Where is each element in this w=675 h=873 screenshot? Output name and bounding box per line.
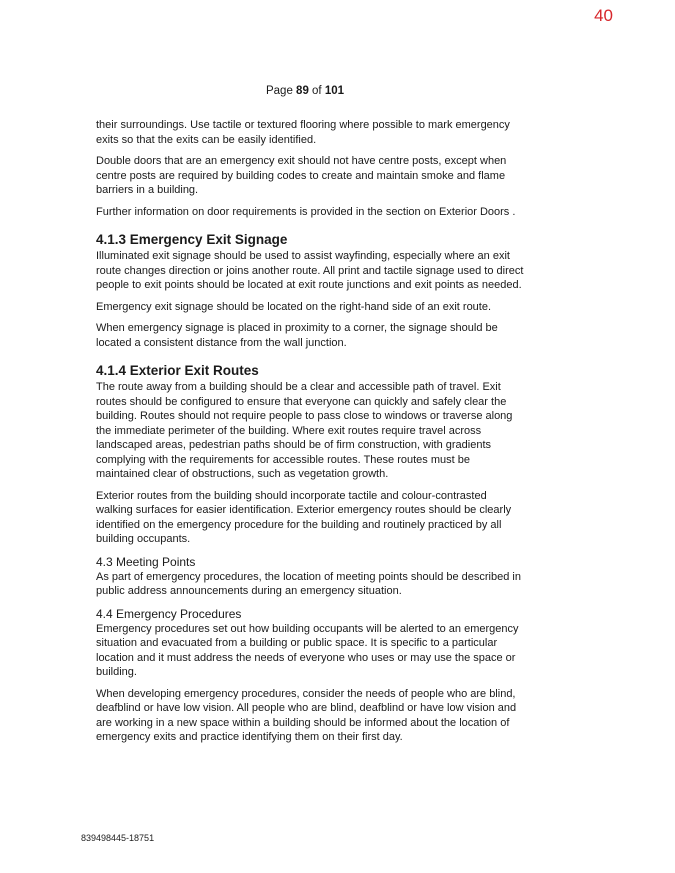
page-of: of	[308, 85, 325, 97]
page-header	[0, 85, 610, 97]
document-body	[96, 118, 526, 752]
section-heading-meeting-points: 4.3 Meeting Points	[96, 554, 196, 569]
paragraph: their surroundings. Use tactile or textured flooring where possible to mark emergency exits so that the exits can be easily identified.	[96, 119, 510, 146]
paragraph: When developing emergency procedures, consider the needs of people who are blind, deafblind or have low vision. All people who are blind, deafblind or have low vision and are working in a new space within a building should be informed about the location of emergency exits and practice identifying them on their first day.	[96, 687, 517, 743]
section-heading-emergency-procedures: 4.4 Emergency Procedures	[96, 606, 242, 621]
section-heading-exit-signage: 4.1.3 Emergency Exit Signage	[96, 232, 288, 247]
page-total: 101	[324, 85, 345, 97]
section-heading-exterior-exit-routes: 4.1.4 Exterior Exit Routes	[96, 363, 259, 378]
page-label: Page	[265, 85, 297, 97]
paragraph: As part of emergency procedures, the location of meeting points should be described in public address announcements during an emergency situation.	[96, 570, 521, 597]
paragraph: Emergency procedures set out how building occupants will be alerted to an emergency situation and evacuated from a building or public space. It is specific to a particular location and it must address the needs of everyone who uses or may use the space or building.	[96, 622, 519, 678]
paragraph: The route away from a building should be a clear and accessible path of travel. Exit routes should be configured to ensure that everyone can quickly and safely clear the building. Routes should not require people to pass close to windows or traverse along the immediate perimeter of the building. Where exit routes require travel across landscaped areas, pedestrian paths should be of firm construction, with gradients complying with the requirements for accessible routes. These routes must be maintained clear of obstructions, such as vegetation growth.	[96, 381, 513, 480]
paragraph: When emergency signage is placed in proximity to a corner, the signage should be located a consistent distance from the wall junction.	[96, 322, 498, 349]
paragraph: Double doors that are an emergency exit should not have centre posts, except when centre posts are required by building codes to create and maintain smoke and flame barriers in a building.	[96, 155, 507, 196]
paragraph: Further information on door requirements is provided in the section on Exterior Doors .	[96, 205, 516, 218]
paragraph: Illuminated exit signage should be used to assist wayfinding, especially where an exit route changes direction or joins another route. All print and tactile signage used to direct people to exit points should be located at exit route junctions and exit points as needed.	[96, 250, 524, 291]
page-stamp-number: 40	[594, 6, 613, 25]
document-id-footer: 839498445-18751	[81, 833, 155, 843]
paragraph: Emergency exit signage should be located on the right-hand side of an exit route.	[96, 300, 492, 313]
paragraph: Exterior routes from the building should incorporate tactile and colour-contrasted walking surfaces for easier identification. Exterior emergency routes should be clearly identified on the emergency procedure for the building and routinely practiced by all building occupants.	[96, 489, 512, 545]
page-current: 89	[296, 85, 309, 97]
